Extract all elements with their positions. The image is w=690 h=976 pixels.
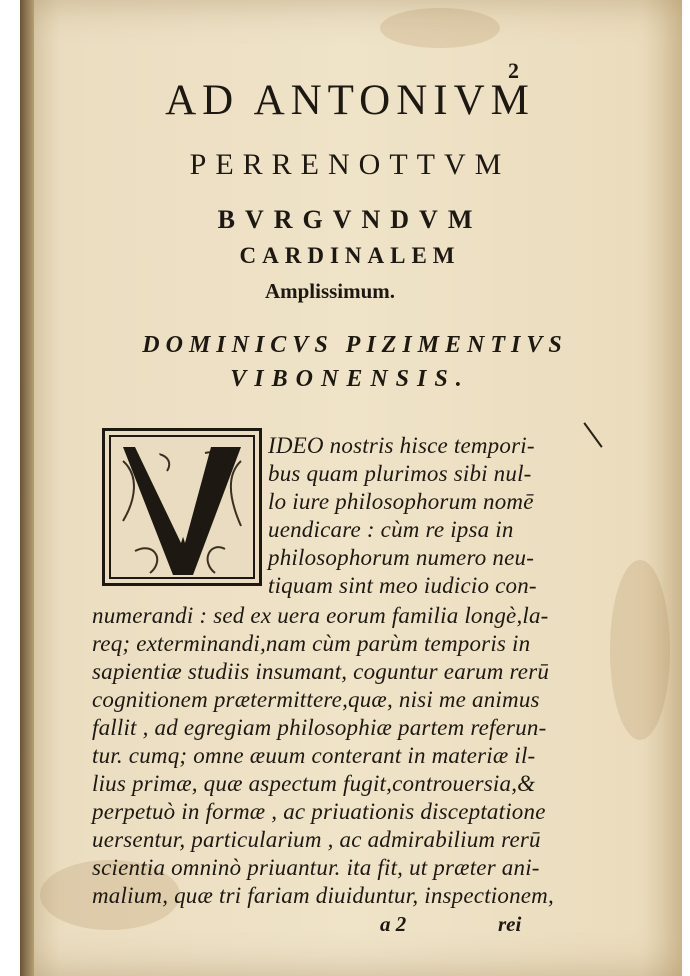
text-line: req; exterminandi,nam cùm parùm temporis in (92, 631, 531, 656)
text-line: IDEO nostris hisce tempori- (268, 433, 535, 458)
catchword: rei (498, 912, 522, 936)
paper-stain (380, 8, 500, 48)
text-line: sapientiæ studiis insumant, coguntur earum rerū (92, 659, 550, 684)
heading-line-2: PERRENOTTVM (189, 148, 511, 181)
text-line: tiquam sint meo iudicio con- (268, 573, 537, 598)
text-line: lo iure philosophorum nomē (268, 489, 534, 514)
text-line: tur. cumq; omne æuum conterant in materiæ il- (92, 743, 536, 768)
text-line: scientia omninò priuantur. ita fit, ut præter ani- (92, 855, 540, 880)
heading-line-1: AD ANTONIVM (165, 77, 535, 124)
author-origin: VIBONENSIS. (230, 366, 470, 392)
paper-stain (610, 560, 670, 740)
signature-mark: a 2 (380, 912, 407, 936)
decorated-initial (102, 428, 262, 586)
text-line: malium, quæ tri fariam diuiduntur, inspectionem, (92, 883, 554, 908)
text-line: fallit , ad egregiam philosophiæ partem referun- (92, 715, 547, 740)
folio-number: 2 (508, 58, 519, 83)
margin-ink-mark (583, 422, 602, 447)
text-line: bus quam plurimos sibi nul- (268, 461, 532, 486)
text-line: uersentur, particularium , ac admirabilium rerū (92, 827, 541, 852)
text-line: lius primæ, quæ aspectum fugit,controuersia,& (92, 771, 536, 796)
text-line: perpetuò in formæ , ac priuationis disceptatione (92, 799, 546, 824)
text-line: numerandi : sed ex uera eorum familia longè,la- (92, 603, 549, 628)
author-name: DOMINICVS PIZIMENTIVS (142, 332, 568, 358)
text-line: philosophorum numero neu- (268, 545, 535, 570)
heading-line-5: Amplissimum. (264, 279, 396, 303)
book-page (20, 0, 682, 976)
text-line: cognitionem prætermittere,quæ, nisi me animus (92, 687, 540, 712)
initial-ornament-icon (105, 431, 259, 583)
heading-line-3: BVRGVNDVM (217, 205, 483, 234)
text-line: uendicare : cùm re ipsa in (268, 517, 514, 542)
heading-line-4: CARDINALEM (239, 243, 461, 268)
page-binding-edge (20, 0, 34, 976)
